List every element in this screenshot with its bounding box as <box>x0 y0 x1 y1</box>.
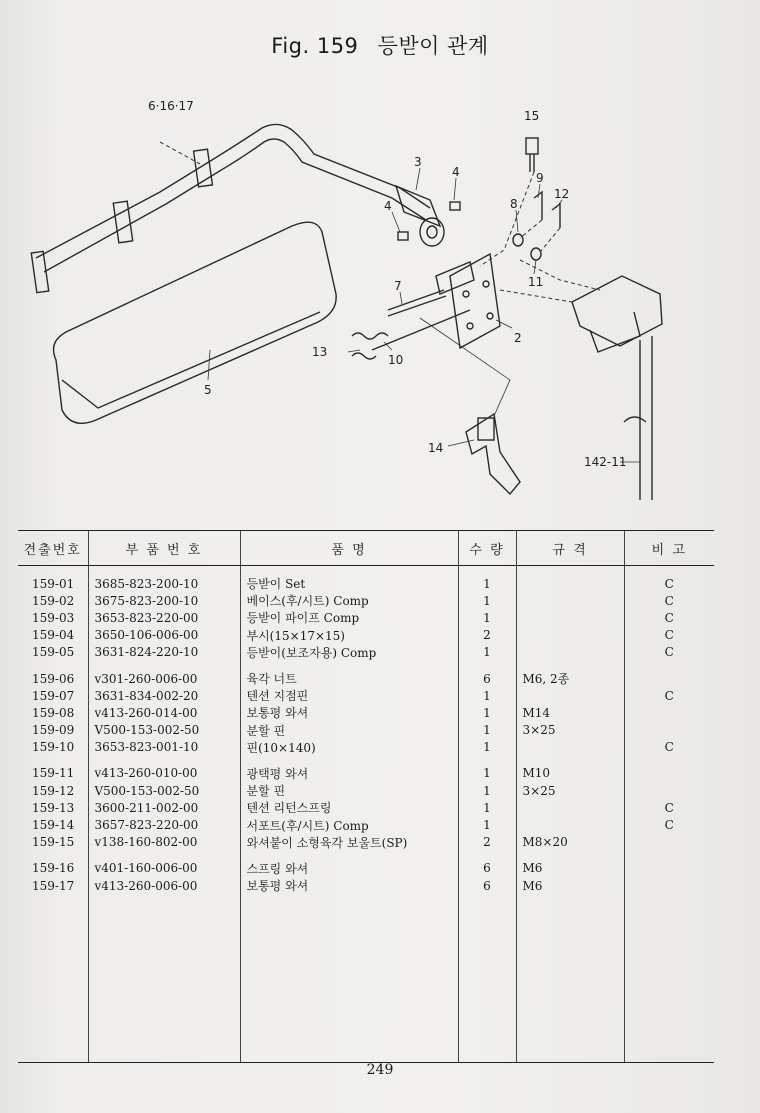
callout-14: 14 <box>428 441 444 455</box>
cell-part-no: 3600-211-002-00 <box>88 799 240 816</box>
table-row <box>18 877 714 894</box>
cell-name: 보통평 와셔 <box>240 877 458 894</box>
cell-name: 스프링 와셔 <box>240 860 458 877</box>
cell-part-no: v301-260-006-00 <box>88 670 240 687</box>
cell-part-no: v138-160-802-00 <box>88 834 240 851</box>
cell-spec: M8×20 <box>516 834 624 851</box>
cell-ref: 159-06 <box>32 671 75 686</box>
cell-qty: 2 <box>458 834 516 851</box>
cell-name: 서포트(후/시트) Comp <box>240 816 458 833</box>
cell-note: C <box>624 627 714 644</box>
cell-qty: 1 <box>458 644 516 661</box>
cell-ref: 159-17 <box>32 878 75 893</box>
callout-142-11: 142-11 <box>584 455 627 469</box>
cell-spec <box>516 644 624 661</box>
table-empty-area <box>18 894 714 1063</box>
cell-name: 분할 핀 <box>240 782 458 799</box>
cell-note <box>624 765 714 782</box>
cell-name: 베이스(후/시트) Comp <box>240 592 458 609</box>
cell-part-no: v413-260-006-00 <box>88 877 240 894</box>
cell-note: C <box>624 609 714 626</box>
cell-part-no: v413-260-014-00 <box>88 704 240 721</box>
cell-spec: 3×25 <box>516 722 624 739</box>
cell-ref: 159-13 <box>32 800 75 815</box>
cell-spec <box>516 816 624 833</box>
table-row <box>18 644 714 661</box>
table-row <box>18 575 714 592</box>
cell-ref: 159-15 <box>32 835 75 850</box>
cell-spec: 3×25 <box>516 782 624 799</box>
cell-ref: 159-05 <box>32 645 75 660</box>
callout-10: 10 <box>388 353 404 367</box>
cell-spec: M6 <box>516 860 624 877</box>
cell-ref: 159-14 <box>32 818 75 833</box>
cell-qty: 6 <box>458 877 516 894</box>
cell-part-no: 3631-824-220-10 <box>88 644 240 661</box>
cell-ref: 159-01 <box>32 576 75 591</box>
cell-part-no: 3631-834-002-20 <box>88 687 240 704</box>
cell-name: 등받이 Set <box>240 575 458 592</box>
cell-spec <box>516 739 624 756</box>
col-header-name: 품 명 <box>240 531 458 566</box>
cell-spec <box>516 687 624 704</box>
cell-note: C <box>624 739 714 756</box>
callout-6-16-17: 6·16·17 <box>148 99 194 113</box>
cell-qty: 1 <box>458 687 516 704</box>
table-row <box>18 627 714 644</box>
col-header-qty: 수 량 <box>458 531 516 566</box>
table-row <box>18 704 714 721</box>
col-header-note: 비 고 <box>624 531 714 566</box>
callout-12: 12 <box>554 187 570 201</box>
table-row <box>18 782 714 799</box>
cell-note: C <box>624 592 714 609</box>
cell-ref: 159-11 <box>32 766 75 781</box>
callout-5: 5 <box>204 383 212 397</box>
cell-qty: 1 <box>458 704 516 721</box>
table-spacer <box>18 756 714 765</box>
cell-qty: 1 <box>458 782 516 799</box>
cell-note <box>624 877 714 894</box>
cell-part-no: 3675-823-200-10 <box>88 592 240 609</box>
page-number: 249 <box>366 1062 394 1078</box>
cell-note <box>624 860 714 877</box>
table-row <box>18 592 714 609</box>
cell-spec <box>516 575 624 592</box>
callout-13: 13 <box>312 345 328 359</box>
cell-ref: 159-16 <box>32 861 75 876</box>
cell-qty: 1 <box>458 739 516 756</box>
cell-part-no: 3685-823-200-10 <box>88 575 240 592</box>
callout-4b: 4 <box>384 199 392 213</box>
cell-spec: M10 <box>516 765 624 782</box>
cell-note: C <box>624 644 714 661</box>
table-spacer <box>18 661 714 670</box>
cell-qty: 1 <box>458 592 516 609</box>
table-row <box>18 722 714 739</box>
cell-name: 육각 너트 <box>240 670 458 687</box>
col-header-spec: 규 격 <box>516 531 624 566</box>
table-row <box>18 860 714 877</box>
cell-spec <box>516 609 624 626</box>
cell-note <box>624 704 714 721</box>
cell-ref: 159-12 <box>32 783 75 798</box>
table-row <box>18 816 714 833</box>
cell-spec <box>516 592 624 609</box>
table-spacer <box>18 566 714 576</box>
table-row <box>18 765 714 782</box>
cell-part-no: V500-153-002-50 <box>88 782 240 799</box>
cell-name: 부시(15×17×15) <box>240 627 458 644</box>
cell-part-no: 3653-823-220-00 <box>88 609 240 626</box>
table-row <box>18 687 714 704</box>
cell-qty: 1 <box>458 722 516 739</box>
callout-15: 15 <box>524 109 540 123</box>
cell-name: 보통평 와셔 <box>240 704 458 721</box>
cell-note <box>624 834 714 851</box>
cell-spec <box>516 627 624 644</box>
cell-spec <box>516 799 624 816</box>
parts-table-body <box>18 566 714 1063</box>
cell-part-no: v413-260-010-00 <box>88 765 240 782</box>
cell-ref: 159-10 <box>32 740 75 755</box>
cell-qty: 6 <box>458 860 516 877</box>
table-row <box>18 799 714 816</box>
col-header-ref: 견출번호 <box>18 531 88 566</box>
table-row <box>18 609 714 626</box>
cell-spec: M6 <box>516 877 624 894</box>
cell-part-no: 3650-106-006-00 <box>88 627 240 644</box>
callout-9: 9 <box>536 171 544 185</box>
cell-ref: 159-07 <box>32 688 75 703</box>
table-row <box>18 834 714 851</box>
cell-name: 등받이(보조자용) Comp <box>240 644 458 661</box>
cell-part-no: V500-153-002-50 <box>88 722 240 739</box>
callout-4a: 4 <box>452 165 460 179</box>
cell-qty: 1 <box>458 575 516 592</box>
parts-table <box>18 530 714 1063</box>
cell-spec: M6, 2종 <box>516 670 624 687</box>
cell-ref: 159-03 <box>32 610 75 625</box>
figure-title-text: 등받이 관계 <box>377 34 489 58</box>
cell-name: 와셔붙이 소형육각 보울트(SP) <box>240 834 458 851</box>
cell-qty: 1 <box>458 816 516 833</box>
cell-ref: 159-04 <box>32 628 75 643</box>
cell-note <box>624 722 714 739</box>
cell-ref: 159-02 <box>32 593 75 608</box>
cell-name: 분할 핀 <box>240 722 458 739</box>
cell-part-no: 3657-823-220-00 <box>88 816 240 833</box>
cell-qty: 6 <box>458 670 516 687</box>
cell-part-no: v401-160-006-00 <box>88 860 240 877</box>
cell-ref: 159-08 <box>32 705 75 720</box>
cell-part-no: 3653-823-001-10 <box>88 739 240 756</box>
callout-11: 11 <box>528 275 544 289</box>
cell-name: 텐션 지점핀 <box>240 687 458 704</box>
callout-3: 3 <box>414 155 422 169</box>
cell-name: 광택평 와셔 <box>240 765 458 782</box>
cell-qty: 1 <box>458 765 516 782</box>
table-row <box>18 739 714 756</box>
callout-8: 8 <box>510 197 518 211</box>
cell-name: 등받이 파이프 Comp <box>240 609 458 626</box>
parts-table-header <box>18 531 714 566</box>
callout-2: 2 <box>514 331 522 345</box>
cell-note: C <box>624 816 714 833</box>
cell-name: 핀(10×140) <box>240 739 458 756</box>
cell-qty: 1 <box>458 799 516 816</box>
exploded-parts-diagram <box>0 80 760 510</box>
cell-name: 텐션 리턴스프링 <box>240 799 458 816</box>
cell-qty: 1 <box>458 609 516 626</box>
figure-title <box>0 30 760 60</box>
cell-ref: 159-09 <box>32 723 75 738</box>
table-spacer <box>18 851 714 860</box>
cell-note: C <box>624 575 714 592</box>
cell-qty: 2 <box>458 627 516 644</box>
cell-note: C <box>624 799 714 816</box>
figure-label: Fig. 159 <box>271 34 359 58</box>
cell-note <box>624 782 714 799</box>
table-row <box>18 670 714 687</box>
cell-spec: M14 <box>516 704 624 721</box>
cell-note: C <box>624 687 714 704</box>
col-header-part-no: 부 품 번 호 <box>88 531 240 566</box>
cell-note <box>624 670 714 687</box>
callout-7: 7 <box>394 279 402 293</box>
